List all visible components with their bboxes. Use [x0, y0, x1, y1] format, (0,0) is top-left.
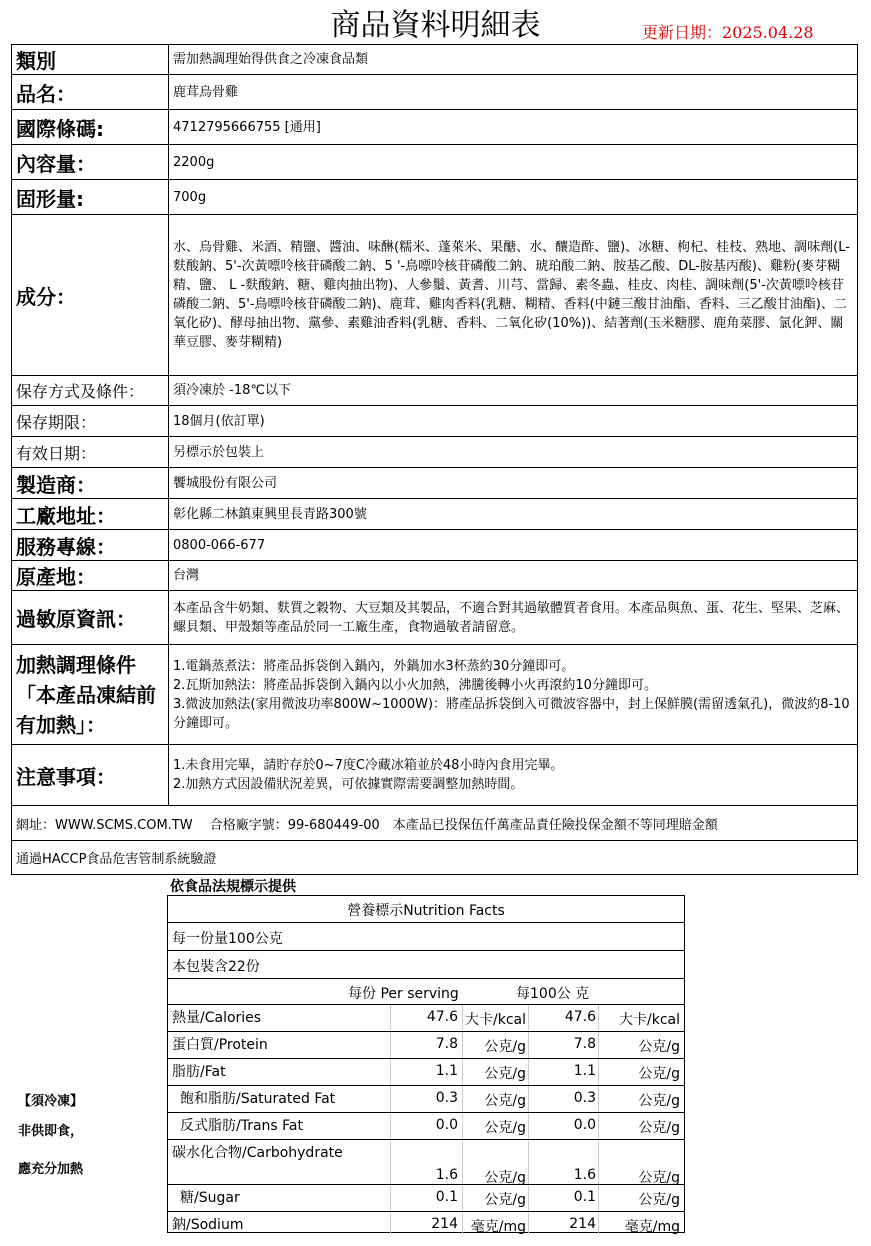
column-divider: [462, 1185, 463, 1212]
column-divider: [528, 1005, 529, 1032]
heating-step: 3.微波加熱法(家用微波功率800W~1000W)：將產品拆袋倒入可微波容器中，封上保鮮膜(需留透氣孔)，微波約8-10分鐘即可。: [173, 696, 850, 731]
spec-row-factory-address: [12, 499, 858, 530]
spec-value: [169, 645, 858, 745]
nutrient-unit-per-serving: 公克/g: [484, 1120, 526, 1136]
nutrient-name: 糖/Sugar: [180, 1190, 240, 1206]
nutrient-unit-per-100g: 公克/g: [638, 1039, 680, 1055]
nutrient-value-per-100g: 0.1: [573, 1189, 596, 1205]
nutrient-name: 鈉/Sodium: [172, 1217, 244, 1233]
col-per-100g: 每100公 克: [516, 986, 590, 1002]
page-title: 商品資料明細表: [330, 8, 541, 43]
law-note: 依食品法規標示提供: [170, 879, 296, 895]
nutrient-unit-per-100g: 公克/g: [638, 1120, 680, 1136]
spec-label: 注意事項：: [12, 745, 169, 806]
updated-date: 更新日期：2025.04.28: [642, 23, 814, 42]
nutrient-unit-per-serving: 公克/g: [484, 1066, 526, 1082]
column-divider: [598, 1032, 599, 1059]
side-note-frozen: 【須冷凍】: [18, 1094, 84, 1109]
nutrient-unit-per-serving: 大卡/kcal: [465, 1012, 526, 1028]
nutrient-name: 蛋白質/Protein: [172, 1037, 268, 1053]
heating-step: 1.電鍋蒸煮法：將產品拆袋倒入鍋內，外鍋加水3杯蒸約30分鐘即可。: [173, 658, 575, 674]
column-divider: [462, 1212, 463, 1234]
spec-label: 加熱調理條件「本產品凍結前有加熱」：: [12, 645, 169, 745]
spec-row-storage: [12, 376, 858, 406]
nutrient-value-per-serving: 1.6: [435, 1167, 458, 1183]
nutrient-value-per-serving: 47.6: [426, 1009, 458, 1025]
column-divider: [528, 1032, 529, 1059]
spec-value: 另標示於包裝上: [169, 437, 858, 468]
nutrient-unit-per-100g: 公克/g: [638, 1170, 680, 1186]
spec-row-manufacturer: [12, 468, 858, 499]
nutrient-name: 碳水化合物/Carbohydrate: [172, 1145, 343, 1161]
spec-label: 原產地：: [12, 561, 169, 591]
spec-value: 水、烏骨雞、米酒、精鹽、醬油、味醂(糯米、蓬萊米、果醣、水、釀造酢、鹽)、冰糖、枸杞、桂枝、熟地、調味劑(L-麩酸鈉、5'-次黃嘌呤核苷磷酸二鈉、5 '-鳥嘌呤核苷磷酸二鈉、琥珀酸二鈉、胺基乙酸、DL-胺基丙酸)、雞粉(麥芽糊精、鹽、 L -麩酸鈉、糖、雞肉抽出物)、人參鬚、黃耆、川芎、當歸、素冬蟲、桂皮、肉桂、調味劑(5'-次黃嘌呤核苷磷酸二鈉、5'-鳥嘌呤核苷磷酸二鈉)、鹿茸、雞肉香料(乳糖、糊精、香料(中鏈三酸甘油酯、香料、三乙酸甘油酯)、二氧化矽)、酵母抽出物、黨參、素雞油香料(乳糖、香料、二氧化矽(10%))、結著劑(玉米糖膠、鹿角菜膠、氯化鉀、關華豆膠、麥芽糊精): [169, 215, 858, 376]
column-divider: [390, 1113, 391, 1140]
column-divider: [462, 1032, 463, 1059]
column-divider: [598, 1059, 599, 1086]
spec-value: 彰化縣二林鎮東興里長青路300號: [169, 499, 858, 530]
nutrient-value-per-100g: 214: [569, 1216, 596, 1232]
column-divider: [528, 1086, 529, 1113]
spec-row-shelf-life: [12, 406, 858, 437]
spec-value: 18個月(依訂單): [169, 406, 858, 437]
spec-label: 品名：: [12, 75, 169, 110]
column-divider: [390, 1185, 391, 1212]
column-header-row: [168, 978, 684, 1004]
spec-row-expiry: [12, 437, 858, 468]
spec-label: 內容量：: [12, 145, 169, 180]
spec-row-net-weight: [12, 145, 858, 180]
spec-value: 鹿茸烏骨雞: [169, 75, 858, 110]
column-divider: [462, 1140, 463, 1185]
column-divider: [528, 1059, 529, 1086]
spec-row-service-line: [12, 530, 858, 561]
side-note-not-ready: 非供即食，: [18, 1124, 84, 1139]
spec-label: 製造商：: [12, 468, 169, 499]
column-divider: [462, 1005, 463, 1032]
column-divider: [528, 1140, 529, 1185]
column-divider: [462, 1059, 463, 1086]
footer-haccp-row: [12, 841, 858, 875]
column-divider: [462, 1086, 463, 1113]
spec-value: 0800-066-677: [169, 530, 858, 561]
col-per-serving: 每份 Per serving: [348, 986, 459, 1002]
nutrient-value-per-100g: 7.8: [573, 1036, 596, 1052]
spec-label: 工廠地址：: [12, 499, 169, 530]
column-divider: [462, 1113, 463, 1140]
servings-row: [168, 950, 684, 978]
spec-value: 2200g: [169, 145, 858, 180]
column-divider: [528, 1113, 529, 1140]
product-spec-table: [11, 44, 858, 875]
nutrition-title: 營養標示Nutrition Facts: [347, 903, 505, 919]
website-line: 網址：WWW.SCMS.COM.TW 合格廠字號：99-680449-00 本產品已投保伍仟萬產品責任險投保金額不等同理賠金額: [12, 806, 858, 841]
nutrient-unit-per-serving: 毫克/mg: [470, 1219, 526, 1235]
serving-size-row: [168, 922, 684, 950]
spec-label: 過敏原資訊：: [12, 591, 169, 645]
nutrition-row: [168, 1058, 684, 1085]
nutrient-name: 熱量/Calories: [172, 1010, 262, 1026]
nutrition-row: [168, 1085, 684, 1112]
spec-row-solid-weight: [12, 180, 858, 215]
nutrient-name: 反式脂肪/Trans Fat: [180, 1118, 303, 1134]
column-divider: [598, 1185, 599, 1212]
column-divider: [390, 1086, 391, 1113]
side-note-heat: 應充分加熱: [18, 1162, 84, 1177]
nutrition-row: [168, 1004, 684, 1031]
nutrition-row: [168, 1211, 684, 1233]
nutrition-row: [168, 1112, 684, 1139]
nutrient-value-per-serving: 0.0: [435, 1117, 458, 1133]
heating-step: 2.瓦斯加熱法：將產品拆袋倒入鍋內以小火加熱，沸騰後轉小火再滾約10分鐘即可。: [173, 677, 657, 693]
column-divider: [528, 1212, 529, 1234]
nutrient-unit-per-serving: 公克/g: [484, 1192, 526, 1208]
nutrient-unit-per-serving: 公克/g: [484, 1039, 526, 1055]
nutrition-row: [168, 1184, 684, 1211]
column-divider: [390, 1059, 391, 1086]
haccp-line: 通過HACCP食品危害管制系統驗證: [12, 841, 858, 875]
column-divider: [598, 1005, 599, 1032]
spec-value: 須冷凍於 -18℃以下: [169, 376, 858, 406]
nutrient-value-per-100g: 0.3: [573, 1090, 596, 1106]
column-divider: [598, 1212, 599, 1234]
note-line: 2.加熱方式因設備狀況差異，可依據實際需要調整加熱時間。: [173, 777, 524, 792]
nutrient-value-per-100g: 47.6: [564, 1009, 596, 1025]
nutrition-row: [168, 1139, 684, 1184]
spec-label: 成分：: [12, 215, 169, 376]
spec-label: 國際條碼:: [12, 110, 169, 145]
spec-label: 有效日期：: [12, 437, 169, 468]
spec-label: 類別: [12, 45, 169, 75]
spec-value: [169, 745, 858, 806]
nutrient-unit-per-100g: 大卡/kcal: [619, 1012, 680, 1028]
column-divider: [390, 1005, 391, 1032]
serving-size: 每一份量100公克: [172, 931, 283, 947]
nutrient-name: 脂肪/Fat: [172, 1064, 226, 1080]
spec-label: 固形量:: [12, 180, 169, 215]
note-line: 1.未食用完畢，請貯存於0~7度C冷藏冰箱並於48小時內食用完畢。: [173, 758, 564, 773]
nutrient-unit-per-100g: 公克/g: [638, 1093, 680, 1109]
nutrient-unit-per-serving: 公克/g: [484, 1093, 526, 1109]
column-divider: [390, 1140, 391, 1185]
spec-row-category: [12, 45, 858, 75]
nutrient-value-per-serving: 0.1: [435, 1189, 458, 1205]
spec-value: 台灣: [169, 561, 858, 591]
nutrient-unit-per-100g: 毫克/mg: [624, 1219, 680, 1235]
nutrition-facts-table: [167, 895, 685, 1233]
spec-row-barcode: [12, 110, 858, 145]
column-divider: [598, 1113, 599, 1140]
column-divider: [598, 1086, 599, 1113]
spec-label: 服務專線：: [12, 530, 169, 561]
spec-value: 700g: [169, 180, 858, 215]
servings-per-pack: 本包裝含22份: [172, 959, 260, 975]
nutrient-value-per-serving: 214: [431, 1216, 458, 1232]
spec-value: 饗城股份有限公司: [169, 468, 858, 499]
spec-value: 4712795666755 [通用]: [169, 110, 858, 145]
spec-row-notes: [12, 745, 858, 806]
spec-label: 保存方式及條件：: [12, 376, 169, 406]
nutrient-value-per-100g: 0.0: [573, 1117, 596, 1133]
spec-value: 需加熱調理始得供食之冷凍食品類: [169, 45, 858, 75]
nutrient-value-per-100g: 1.1: [573, 1063, 596, 1079]
nutrient-unit-per-100g: 公克/g: [638, 1066, 680, 1082]
nutrient-value-per-serving: 1.1: [435, 1063, 458, 1079]
spec-row-allergens: [12, 591, 858, 645]
nutrient-value-per-serving: 0.3: [435, 1090, 458, 1106]
nutrition-row: [168, 1031, 684, 1058]
spec-label: 保存期限：: [12, 406, 169, 437]
spec-row-ingredients: [12, 215, 858, 376]
spec-row-name: [12, 75, 858, 110]
nutrient-value-per-100g: 1.6: [573, 1167, 596, 1183]
column-divider: [528, 1185, 529, 1212]
nutrient-name: 飽和脂肪/Saturated Fat: [180, 1091, 336, 1107]
column-divider: [598, 1140, 599, 1185]
nutrient-value-per-serving: 7.8: [435, 1036, 458, 1052]
spec-value: 本產品含牛奶類、麩質之穀物、大豆類及其製品，不適合對其過敏體質者食用。本產品與魚、蛋、花生、堅果、芝麻、螺貝類、甲殼類等產品於同一工廠生產，食物過敏者請留意。: [169, 591, 858, 645]
spec-row-origin: [12, 561, 858, 591]
column-divider: [390, 1212, 391, 1234]
column-divider: [390, 1032, 391, 1059]
nutrient-unit-per-serving: 公克/g: [484, 1170, 526, 1186]
spec-row-heating: [12, 645, 858, 745]
nutrient-unit-per-100g: 公克/g: [638, 1192, 680, 1208]
footer-website-row: [12, 806, 858, 841]
